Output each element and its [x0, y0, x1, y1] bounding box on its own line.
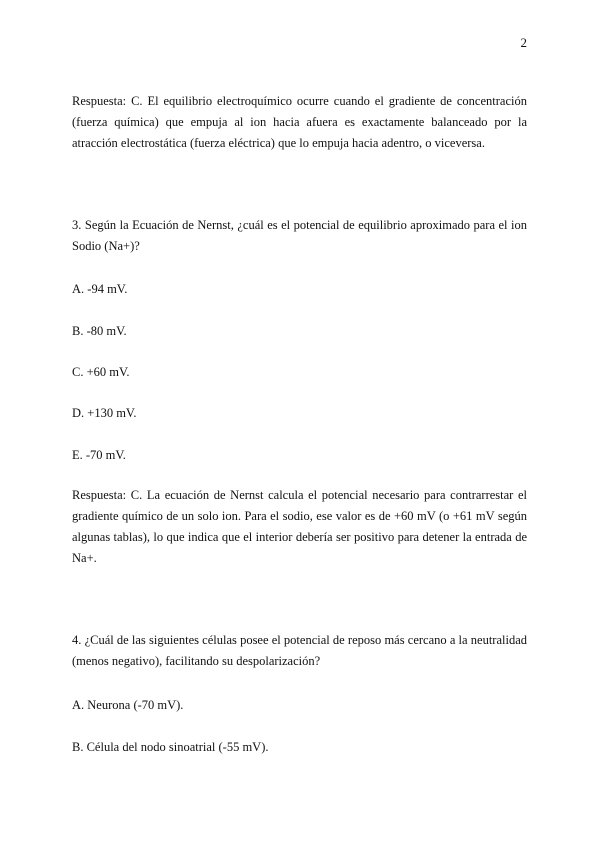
question-3-answer-paragraph: Respuesta: C. La ecuación de Nernst calcula el potencial necesario para contrarrestar el gradiente químico de un solo ion. Para el sodio, ese valor es de +60 mV (o +61 mV según algunas tablas), lo que indica que el interior debería ser positivo para detener la entrada de Na+.: [72, 488, 527, 565]
question-3-option-c: C. +60 mV.: [72, 365, 130, 379]
question-3-option-a: A. -94 mV.: [72, 282, 128, 296]
question-3-prompt: 3. Según la Ecuación de Nernst, ¿cuál es el potencial de equilibrio aproximado para el ion Sodio (Na+)?: [72, 218, 527, 253]
question-4-option-b: B. Célula del nodo sinoatrial (-55 mV).: [72, 740, 269, 754]
question-3-option-e: E. -70 mV.: [72, 448, 126, 462]
question-3-option-d: D. +130 mV.: [72, 406, 137, 420]
answer-2-paragraph: Respuesta: C. El equilibrio electroquímico ocurre cuando el gradiente de concentración (fuerza química) que empuja al ion hacia afuera es exactamente balanceado por la atracción electrostática (fuerza eléctrica) que lo empuja hacia adentro, o viceversa.: [72, 94, 527, 150]
question-3-option-b: B. -80 mV.: [72, 324, 127, 338]
question-4-prompt: 4. ¿Cuál de las siguientes células posee el potencial de reposo más cercano a la neutralidad (menos negativo), facilitando su despolarización?: [72, 633, 527, 668]
page-number: 2: [520, 35, 527, 50]
question-4-option-a: A. Neurona (-70 mV).: [72, 698, 184, 712]
